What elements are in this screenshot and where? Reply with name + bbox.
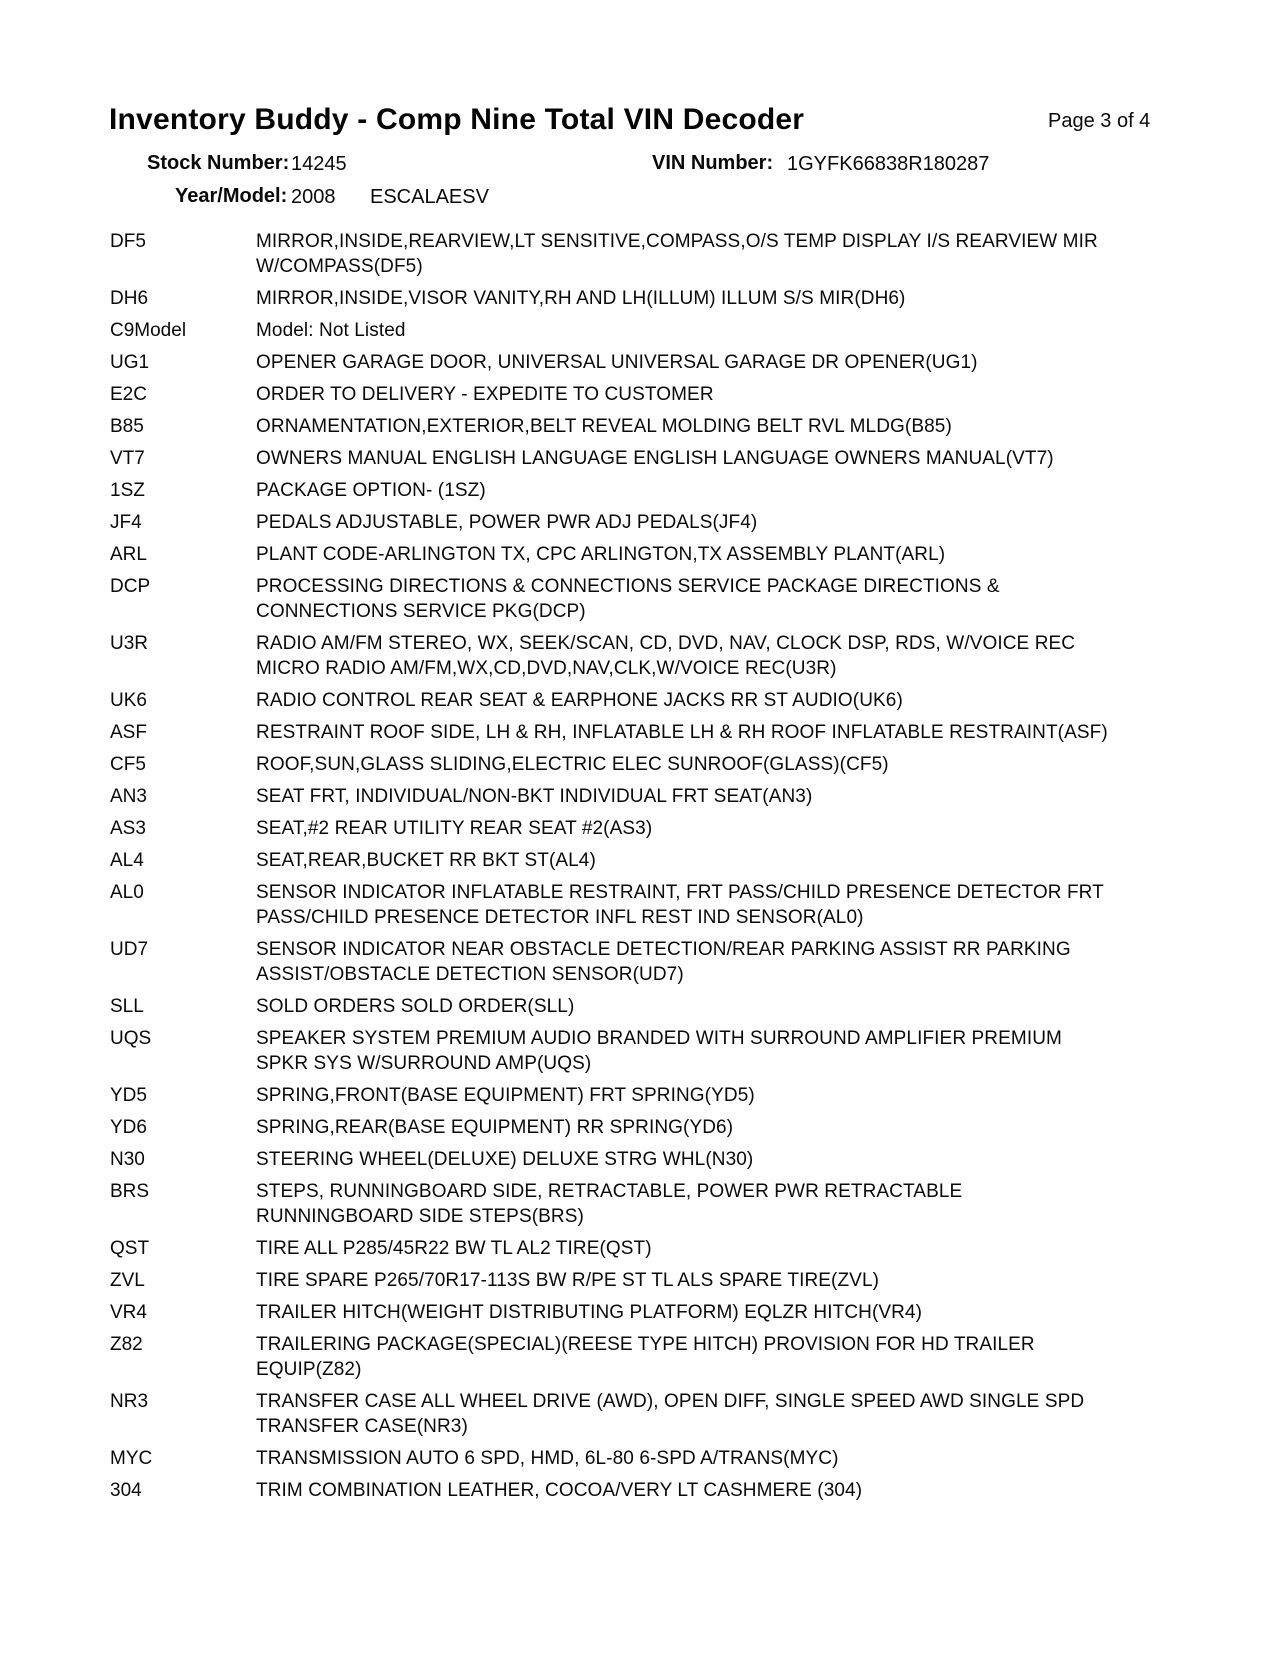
option-description: TRAILER HITCH(WEIGHT DISTRIBUTING PLATFORM) EQLZR HITCH(VR4) bbox=[256, 1302, 923, 1323]
option-code: 304 bbox=[110, 1480, 142, 1501]
option-row bbox=[110, 631, 1170, 681]
option-row bbox=[110, 229, 1170, 279]
option-row bbox=[110, 720, 1170, 745]
option-description: ROOF,SUN,GLASS SLIDING,ELECTRIC ELEC SUNROOF(GLASS)(CF5) bbox=[256, 754, 889, 775]
option-row bbox=[110, 1179, 1170, 1229]
option-code: NR3 bbox=[110, 1391, 149, 1412]
option-description: SEAT FRT, INDIVIDUAL/NON-BKT INDIVIDUAL FRT SEAT(AN3) bbox=[256, 786, 813, 807]
option-code: C9Model bbox=[110, 320, 187, 341]
option-row bbox=[110, 574, 1170, 624]
stock-number-value: 14245 bbox=[291, 153, 347, 175]
option-description: TRANSMISSION AUTO 6 SPD, HMD, 6L-80 6-SPD A/TRANS(MYC) bbox=[256, 1448, 839, 1469]
option-row bbox=[110, 510, 1170, 535]
option-description: SEAT,REAR,BUCKET RR BKT ST(AL4) bbox=[256, 850, 596, 871]
option-row bbox=[110, 784, 1170, 809]
option-description: SOLD ORDERS SOLD ORDER(SLL) bbox=[256, 996, 575, 1017]
option-row bbox=[110, 318, 1170, 343]
option-code: AS3 bbox=[110, 818, 146, 839]
option-description: PEDALS ADJUSTABLE, POWER PWR ADJ PEDALS(JF4) bbox=[256, 512, 758, 533]
option-row bbox=[110, 1026, 1170, 1076]
option-row bbox=[110, 542, 1170, 567]
option-code: Z82 bbox=[110, 1334, 143, 1355]
option-row bbox=[110, 688, 1170, 713]
option-description: MIRROR,INSIDE,VISOR VANITY,RH AND LH(ILLUM) ILLUM S/S MIR(DH6) bbox=[256, 288, 906, 309]
option-description: ORDER TO DELIVERY - EXPEDITE TO CUSTOMER bbox=[256, 384, 714, 405]
option-row bbox=[110, 816, 1170, 841]
option-row bbox=[110, 286, 1170, 311]
option-code: AL0 bbox=[110, 882, 144, 903]
option-code: B85 bbox=[110, 416, 144, 437]
vin-number-value: 1GYFK66838R180287 bbox=[787, 153, 990, 175]
option-row bbox=[110, 1268, 1170, 1293]
option-description: OPENER GARAGE DOOR, UNIVERSAL UNIVERSAL GARAGE DR OPENER(UG1) bbox=[256, 352, 978, 373]
option-code: YD5 bbox=[110, 1085, 147, 1106]
option-row bbox=[110, 1478, 1170, 1503]
option-description: SPRING,REAR(BASE EQUIPMENT) RR SPRING(YD6) bbox=[256, 1117, 734, 1138]
option-row bbox=[110, 937, 1170, 987]
option-description: STEPS, RUNNINGBOARD SIDE, RETRACTABLE, POWER PWR RETRACTABLE RUNNINGBOARD SIDE STEPS(BRS) bbox=[256, 1181, 963, 1227]
option-description: TIRE ALL P285/45R22 BW TL AL2 TIRE(QST) bbox=[256, 1238, 652, 1259]
option-row bbox=[110, 350, 1170, 375]
option-description: PROCESSING DIRECTIONS & CONNECTIONS SERVICE PACKAGE DIRECTIONS & CONNECTIONS SERVICE PKG(DCP) bbox=[256, 576, 1000, 622]
option-description: PACKAGE OPTION- (1SZ) bbox=[256, 480, 486, 501]
option-code: QST bbox=[110, 1238, 150, 1259]
option-description: TRANSFER CASE ALL WHEEL DRIVE (AWD), OPEN DIFF, SINGLE SPEED AWD SINGLE SPD TRANSFER CASE(NR3) bbox=[256, 1391, 1085, 1437]
option-code: YD6 bbox=[110, 1117, 147, 1138]
stock-number-label: Stock Number: bbox=[147, 152, 290, 174]
option-code: N30 bbox=[110, 1149, 145, 1170]
option-code: MYC bbox=[110, 1448, 153, 1469]
option-row bbox=[110, 1083, 1170, 1108]
page-title: Inventory Buddy - Comp Nine Total VIN Decoder bbox=[109, 103, 805, 136]
option-row bbox=[110, 414, 1170, 439]
option-code: DF5 bbox=[110, 231, 146, 252]
option-code: DCP bbox=[110, 576, 151, 597]
option-description: MIRROR,INSIDE,REARVIEW,LT SENSITIVE,COMPASS,O/S TEMP DISPLAY I/S REARVIEW MIR W/COMPASS(DF5) bbox=[256, 231, 1098, 277]
option-row bbox=[110, 848, 1170, 873]
option-row bbox=[110, 752, 1170, 777]
option-description: ORNAMENTATION,EXTERIOR,BELT REVEAL MOLDING BELT RVL MLDG(B85) bbox=[256, 416, 952, 437]
option-row bbox=[110, 1236, 1170, 1261]
option-description: PLANT CODE-ARLINGTON TX, CPC ARLINGTON,TX ASSEMBLY PLANT(ARL) bbox=[256, 544, 946, 565]
option-row bbox=[110, 382, 1170, 407]
option-code: ZVL bbox=[110, 1270, 145, 1291]
option-code: U3R bbox=[110, 633, 149, 654]
option-description: SEAT,#2 REAR UTILITY REAR SEAT #2(AS3) bbox=[256, 818, 653, 839]
option-description: STEERING WHEEL(DELUXE) DELUXE STRG WHL(N30) bbox=[256, 1149, 754, 1170]
option-description: SENSOR INDICATOR INFLATABLE RESTRAINT, FRT PASS/CHILD PRESENCE DETECTOR FRT PASS/CHILD PRESENCE DETECTOR INFL REST IND SENSOR(AL0) bbox=[256, 882, 1104, 928]
option-code: VT7 bbox=[110, 448, 145, 469]
option-code: SLL bbox=[110, 996, 144, 1017]
option-row bbox=[110, 1300, 1170, 1325]
option-row bbox=[110, 1446, 1170, 1471]
year-model-label: Year/Model: bbox=[175, 185, 288, 207]
option-description: Model: Not Listed bbox=[256, 320, 406, 341]
option-row bbox=[110, 880, 1170, 930]
option-code: UG1 bbox=[110, 352, 150, 373]
option-code: AL4 bbox=[110, 850, 144, 871]
option-description: SPRING,FRONT(BASE EQUIPMENT) FRT SPRING(YD5) bbox=[256, 1085, 755, 1106]
option-code: JF4 bbox=[110, 512, 142, 533]
option-row bbox=[110, 1115, 1170, 1140]
option-code: 1SZ bbox=[110, 480, 145, 501]
options-list bbox=[110, 229, 1170, 1510]
option-code: E2C bbox=[110, 384, 147, 405]
option-code: AN3 bbox=[110, 786, 147, 807]
option-code: UD7 bbox=[110, 939, 149, 960]
option-code: VR4 bbox=[110, 1302, 147, 1323]
option-description: RESTRAINT ROOF SIDE, LH & RH, INFLATABLE LH & RH ROOF INFLATABLE RESTRAINT(ASF) bbox=[256, 722, 1108, 743]
option-row bbox=[110, 446, 1170, 471]
option-description: RADIO CONTROL REAR SEAT & EARPHONE JACKS RR ST AUDIO(UK6) bbox=[256, 690, 903, 711]
year-value: 2008 bbox=[291, 186, 336, 208]
option-row bbox=[110, 1332, 1170, 1382]
option-code: CF5 bbox=[110, 754, 146, 775]
option-description: SENSOR INDICATOR NEAR OBSTACLE DETECTION/REAR PARKING ASSIST RR PARKING ASSIST/OBSTACLE DETECTION SENSOR(UD7) bbox=[256, 939, 1071, 985]
page-number: Page 3 of 4 bbox=[1048, 110, 1151, 132]
option-row bbox=[110, 1147, 1170, 1172]
option-code: BRS bbox=[110, 1181, 150, 1202]
option-code: ASF bbox=[110, 722, 147, 743]
option-row bbox=[110, 1389, 1170, 1439]
option-code: UQS bbox=[110, 1028, 152, 1049]
option-description: TRAILERING PACKAGE(SPECIAL)(REESE TYPE HITCH) PROVISION FOR HD TRAILER EQUIP(Z82) bbox=[256, 1334, 1035, 1380]
option-description: RADIO AM/FM STEREO, WX, SEEK/SCAN, CD, DVD, NAV, CLOCK DSP, RDS, W/VOICE REC MICRO RADIO AM/FM,WX,CD,DVD,NAV,CLK,W/VOICE REC(U3R) bbox=[256, 633, 1076, 679]
option-description: TRIM COMBINATION LEATHER, COCOA/VERY LT CASHMERE (304) bbox=[256, 1480, 863, 1501]
option-row bbox=[110, 994, 1170, 1019]
option-code: ARL bbox=[110, 544, 147, 565]
option-description: OWNERS MANUAL ENGLISH LANGUAGE ENGLISH LANGUAGE OWNERS MANUAL(VT7) bbox=[256, 448, 1054, 469]
option-code: UK6 bbox=[110, 690, 147, 711]
model-value: ESCALAESV bbox=[370, 186, 489, 208]
option-description: TIRE SPARE P265/70R17-113S BW R/PE ST TL ALS SPARE TIRE(ZVL) bbox=[256, 1270, 880, 1291]
option-description: SPEAKER SYSTEM PREMIUM AUDIO BRANDED WITH SURROUND AMPLIFIER PREMIUM SPKR SYS W/SURROUND AMP(UQS) bbox=[256, 1028, 1062, 1074]
option-code: DH6 bbox=[110, 288, 149, 309]
option-row bbox=[110, 478, 1170, 503]
vin-number-label: VIN Number: bbox=[652, 152, 774, 174]
